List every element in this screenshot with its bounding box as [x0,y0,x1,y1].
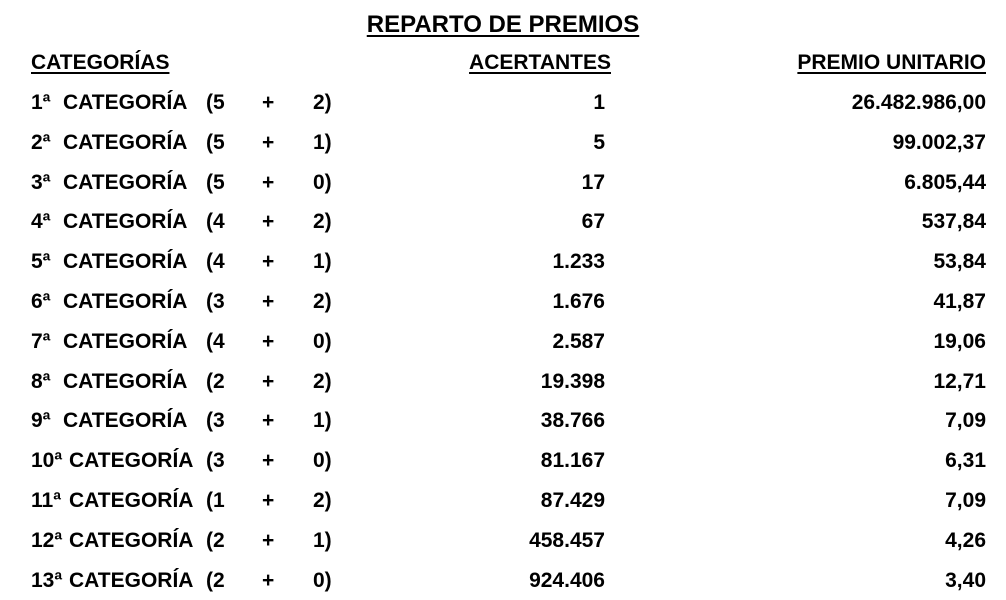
acertantes-value: 81.167 [540,449,605,473]
category-number: 6ª [31,289,51,313]
table-row [0,163,1006,203]
table-row [0,322,1006,362]
table-row [0,481,1006,521]
category-label: CATEGORÍA [63,130,188,154]
premio-value: 6,31 [945,449,986,473]
premio-value: 4,26 [945,528,986,552]
category-label: CATEGORÍA [63,409,188,433]
plus-sign: + [262,329,275,353]
stars-hit: 0) [313,568,332,592]
acertantes-value: 1.676 [552,289,605,313]
table-row [0,242,1006,282]
category-number: 1ª [31,91,51,114]
table-row [0,521,1006,561]
category-number: 5ª [31,250,51,274]
column-header-categorias: CATEGORÍAS [31,51,170,74]
premio-value: 7,09 [945,488,986,512]
acertantes-value: 1.233 [552,250,605,274]
acertantes-value: 87.429 [540,488,605,512]
acertantes-value: 1 [593,91,605,114]
numbers-hit: (4 [206,329,225,353]
numbers-hit: (3 [206,409,225,433]
category-number: 8ª [31,369,51,393]
acertantes-value: 17 [581,170,605,194]
numbers-hit: (5 [206,91,225,114]
table-row [0,83,1006,123]
premio-value: 6.805,44 [904,170,986,194]
category-number: 10ª [31,449,63,473]
category-number: 4ª [31,210,51,234]
numbers-hit: (3 [206,289,225,313]
premio-value: 99.002,37 [892,130,986,154]
category-number: 9ª [31,409,51,433]
premio-value: 53,84 [933,250,986,274]
numbers-hit: (2 [206,568,225,592]
table-row [0,123,1006,163]
category-label: CATEGORÍA [63,210,188,234]
category-number: 2ª [31,130,51,154]
premio-value: 12,71 [933,369,986,393]
table-row [0,362,1006,402]
column-header-acertantes: ACERTANTES [469,51,611,74]
plus-sign: + [262,289,275,313]
premio-value: 537,84 [921,210,986,234]
plus-sign: + [262,488,275,512]
category-label: CATEGORÍA [69,568,194,592]
numbers-hit: (4 [206,250,225,274]
category-label: CATEGORÍA [63,329,188,353]
premio-value: 26.482.986,00 [851,91,986,114]
category-number: 12ª [31,528,63,552]
acertantes-value: 5 [593,130,605,154]
stars-hit: 0) [313,449,332,473]
plus-sign: + [262,409,275,433]
category-label: CATEGORÍA [63,289,188,313]
stars-hit: 1) [313,528,332,552]
stars-hit: 1) [313,409,332,433]
stars-hit: 2) [313,91,332,114]
acertantes-value: 19.398 [540,369,605,393]
premio-value: 41,87 [933,289,986,313]
plus-sign: + [262,130,275,154]
stars-hit: 2) [313,289,332,313]
category-label: CATEGORÍA [63,91,188,114]
stars-hit: 2) [313,210,332,234]
numbers-hit: (1 [206,488,225,512]
stars-hit: 1) [313,250,332,274]
premio-value: 3,40 [945,568,986,592]
stars-hit: 0) [313,329,332,353]
plus-sign: + [262,528,275,552]
table-row [0,441,1006,481]
plus-sign: + [262,210,275,234]
category-number: 13ª [31,568,63,592]
acertantes-value: 458.457 [529,528,605,552]
plus-sign: + [262,369,275,393]
table-row [0,401,1006,441]
stars-hit: 2) [313,488,332,512]
premio-value: 7,09 [945,409,986,433]
category-label: CATEGORÍA [69,449,194,473]
numbers-hit: (2 [206,369,225,393]
table-row [0,561,1006,600]
stars-hit: 2) [313,369,332,393]
category-label: CATEGORÍA [63,170,188,194]
plus-sign: + [262,91,275,114]
numbers-hit: (2 [206,528,225,552]
numbers-hit: (4 [206,210,225,234]
prize-table [0,83,1006,600]
category-label: CATEGORÍA [69,528,194,552]
table-row [0,282,1006,322]
acertantes-value: 67 [581,210,605,234]
plus-sign: + [262,250,275,274]
plus-sign: + [262,449,275,473]
acertantes-value: 2.587 [552,329,605,353]
plus-sign: + [262,170,275,194]
numbers-hit: (3 [206,449,225,473]
numbers-hit: (5 [206,130,225,154]
acertantes-value: 924.406 [529,568,605,592]
numbers-hit: (5 [206,170,225,194]
stars-hit: 0) [313,170,332,194]
category-label: CATEGORÍA [63,369,188,393]
page-title: REPARTO DE PREMIOS [366,11,640,38]
category-label: CATEGORÍA [63,250,188,274]
category-number: 11ª [31,488,61,512]
premio-value: 19,06 [933,329,986,353]
acertantes-value: 38.766 [540,409,605,433]
category-number: 7ª [31,329,51,353]
column-header-premio-unitario: PREMIO UNITARIO [797,51,986,74]
category-label: CATEGORÍA [69,488,194,512]
plus-sign: + [262,568,275,592]
category-number: 3ª [31,170,51,194]
table-row [0,202,1006,242]
stars-hit: 1) [313,130,332,154]
